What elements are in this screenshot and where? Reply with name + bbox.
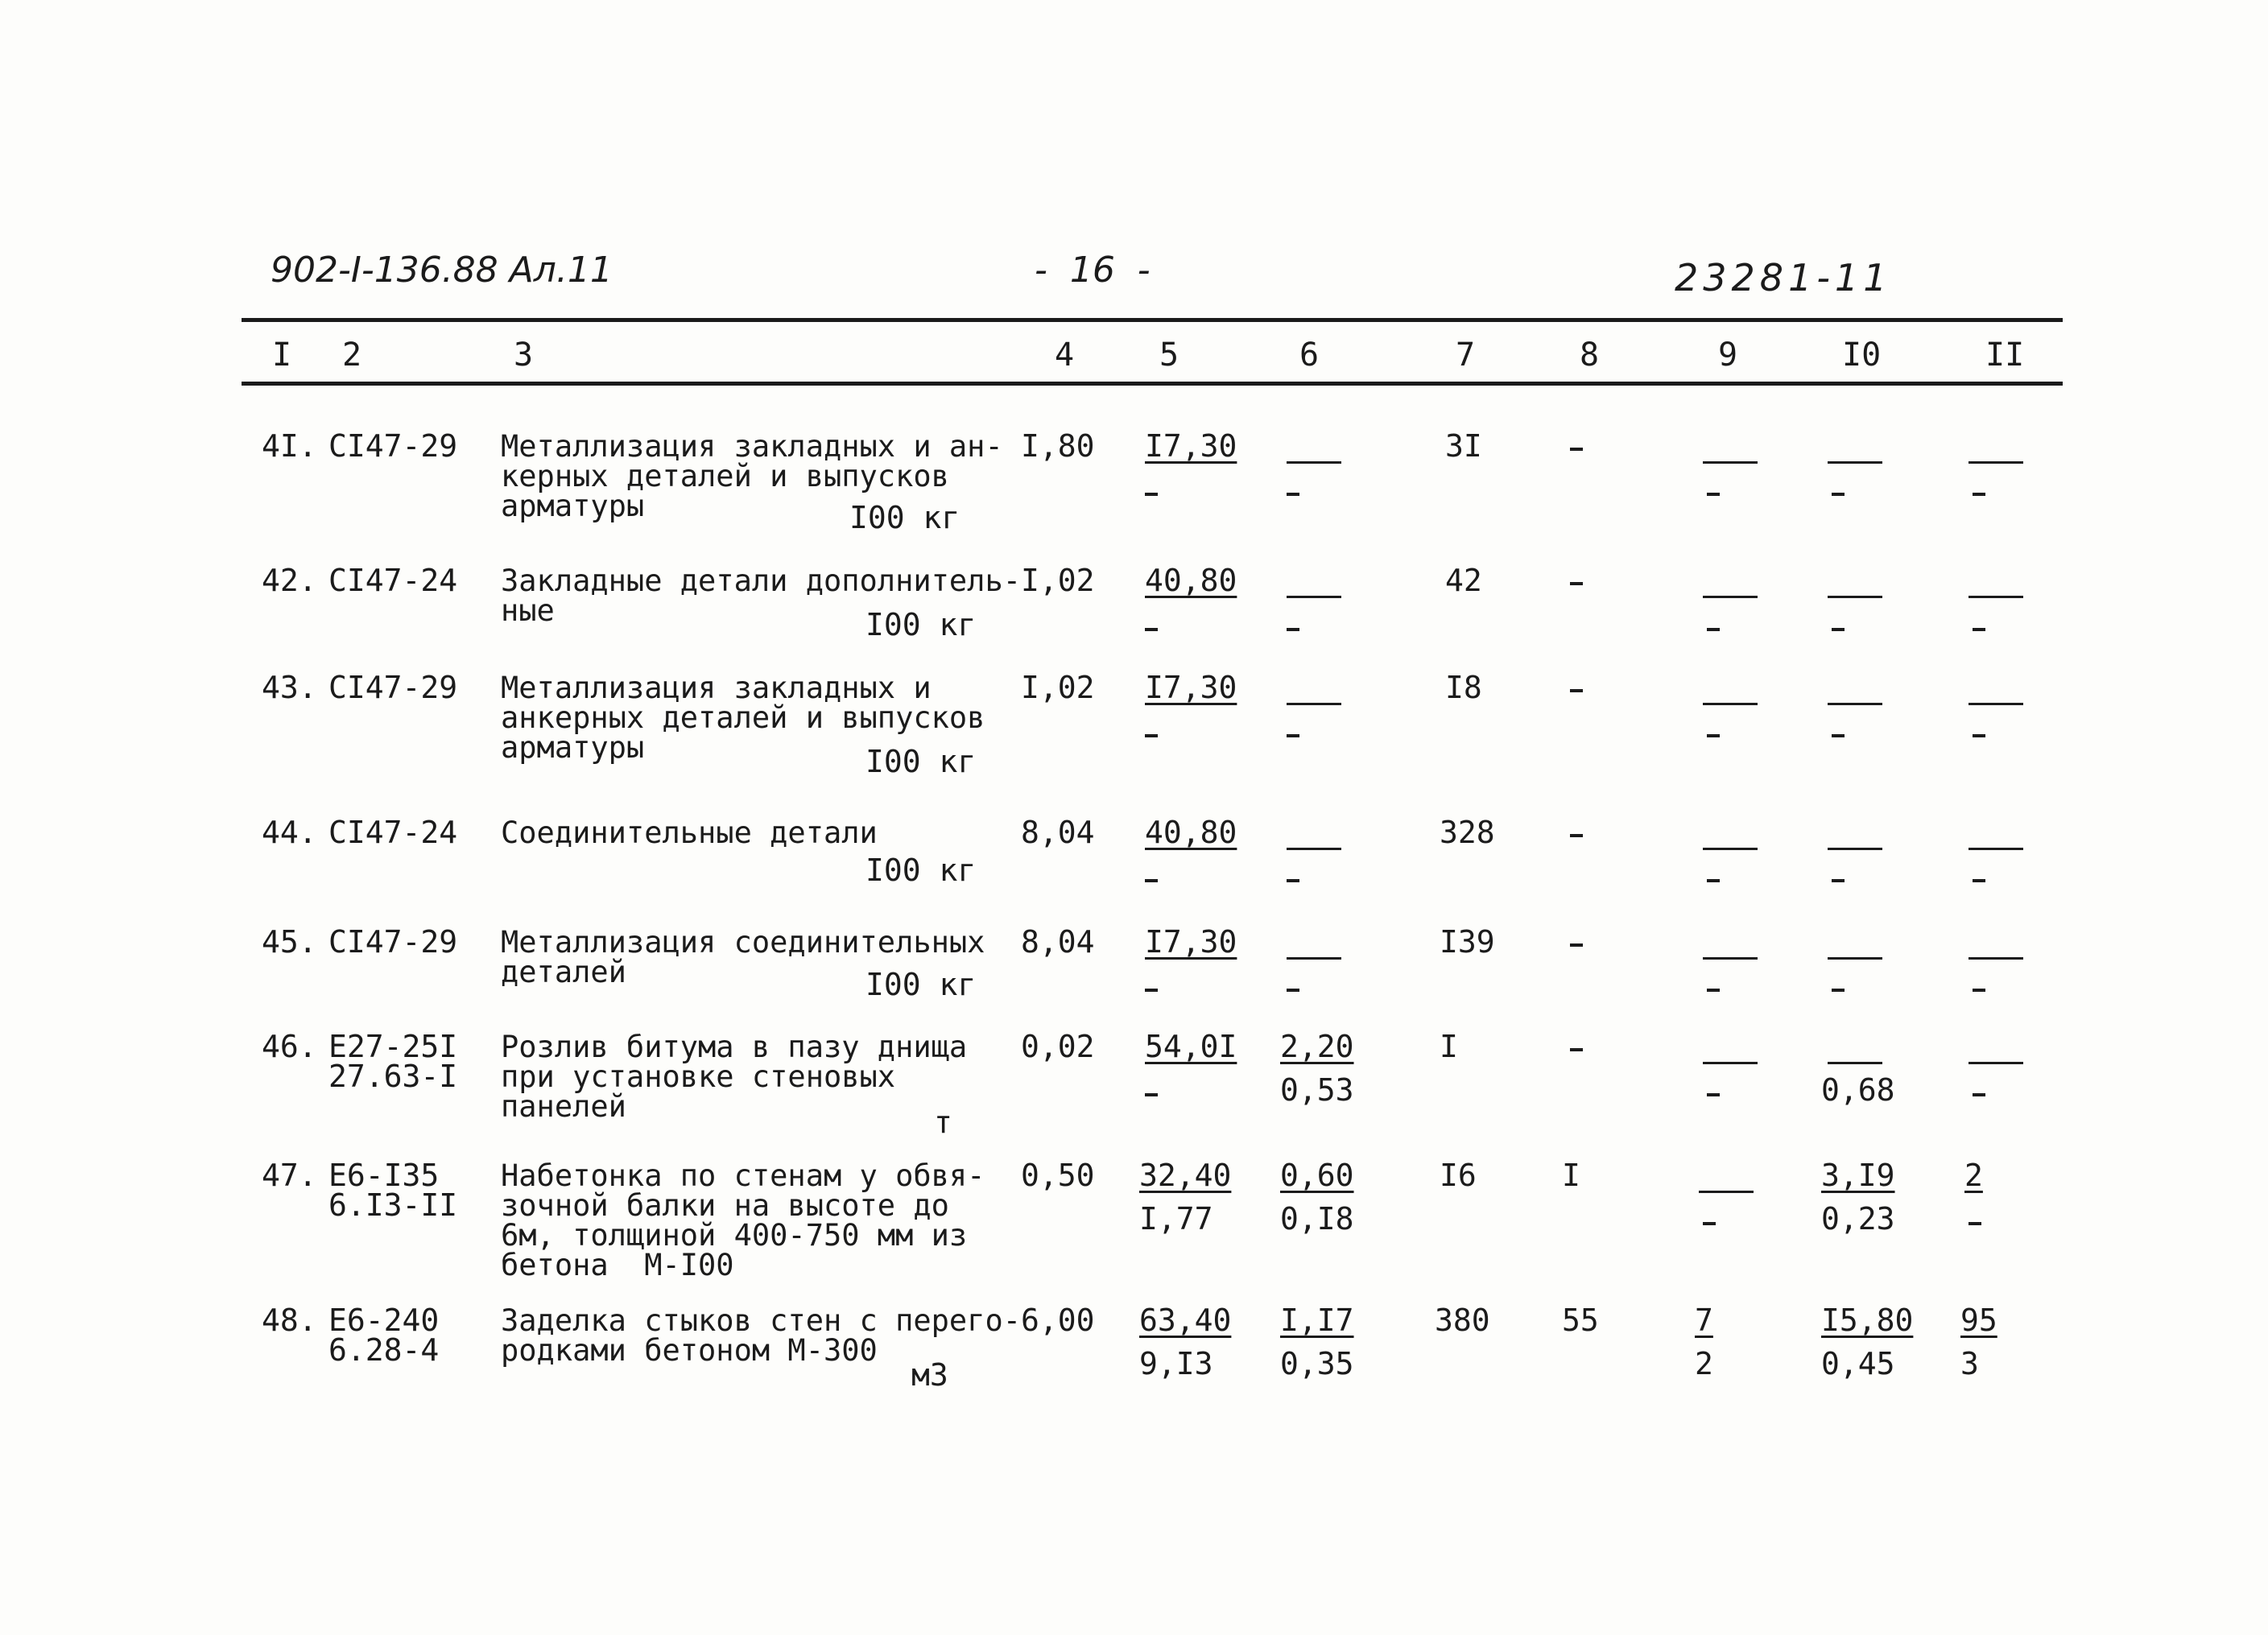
row-42-col11-dash (1973, 628, 1985, 631)
row-43-desc-line-1: Металлизация закладных и (501, 671, 932, 705)
row-44-col11-dash (1973, 879, 1985, 882)
row-48-code: E6-240 (328, 1303, 440, 1338)
row-43-price-dash (1145, 734, 1158, 737)
row-44-col6-fraction (1287, 848, 1341, 850)
row-41-col9-dash (1707, 493, 1720, 496)
row-42-unit: I00 кг (865, 607, 977, 642)
row-47-col9-dash (1703, 1222, 1716, 1225)
row-46-col7: I (1440, 1029, 1458, 1064)
row-44-col11-fraction (1968, 848, 2023, 850)
row-47-price-total: 32,40 (1139, 1158, 1232, 1193)
row-43-col9-fraction (1703, 703, 1758, 705)
row-48-quantity: 6,00 (1021, 1303, 1095, 1338)
row-41-number: 4I. (262, 428, 317, 464)
row-41-desc-line-2: керных деталей и выпусков (501, 459, 949, 493)
page-number: - 16 - (1035, 250, 1151, 291)
row-48-col8: 55 (1562, 1303, 1599, 1338)
row-48-col9-bottom: 2 (1695, 1346, 1713, 1381)
row-41-col7: 3I (1445, 428, 1482, 464)
row-43-price-total: I7,30 (1145, 670, 1237, 705)
row-48-col10-top: I5,80 (1821, 1303, 1914, 1338)
row-44-col8-dash (1570, 834, 1583, 837)
row-44-col7: 328 (1440, 815, 1495, 850)
row-41-col6-dash (1287, 493, 1299, 496)
row-48-col6-top: I,I7 (1280, 1303, 1354, 1338)
row-47-price-wages: I,77 (1139, 1201, 1213, 1237)
row-41-col11-dash (1973, 493, 1985, 496)
row-41-col9-fraction (1703, 461, 1758, 464)
row-47-desc-line-3: 6м, толщиной 400-750 мм из (501, 1218, 968, 1253)
row-41-col6-fraction (1287, 461, 1341, 464)
row-45-col11-fraction (1968, 957, 2023, 960)
column-header-9: 9 (1718, 336, 1738, 374)
row-42-col8-dash (1570, 582, 1583, 585)
row-46-number: 46. (262, 1029, 317, 1064)
row-46-col11-dash (1973, 1093, 1985, 1096)
row-41-col10-dash (1832, 493, 1845, 496)
row-45-col8-dash (1570, 943, 1583, 947)
row-41-col8-dash (1570, 448, 1583, 451)
column-header-8: 8 (1580, 336, 1600, 374)
row-48-col10-bottom: 0,45 (1821, 1346, 1895, 1381)
table-header-rule (242, 382, 2063, 386)
row-41-col11-fraction (1968, 461, 2023, 464)
row-46-price-dash (1145, 1093, 1158, 1096)
column-header-3: 3 (514, 336, 534, 374)
row-45-col6-fraction (1287, 957, 1341, 960)
row-45-price-dash (1145, 989, 1158, 992)
column-header-1: I (272, 336, 292, 374)
row-43-col8-dash (1570, 689, 1583, 692)
row-42-col11-fraction (1968, 596, 2023, 598)
row-47-col6-bottom: 0,I8 (1280, 1201, 1354, 1237)
row-45-price-total: I7,30 (1145, 924, 1237, 960)
row-41-price-dash (1145, 493, 1158, 496)
column-header-2: 2 (342, 336, 362, 374)
row-48-number: 48. (262, 1303, 317, 1338)
row-46-price-total: 54,0I (1145, 1029, 1237, 1064)
column-header-7: 7 (1456, 336, 1476, 374)
row-43-code: CI47-29 (328, 670, 458, 705)
row-45-col9-fraction (1703, 957, 1758, 960)
row-41-desc-line-1: Металлизация закладных и ан- (501, 429, 1003, 464)
row-42-col7: 42 (1445, 563, 1482, 598)
row-42-col9-dash (1707, 628, 1720, 631)
row-46-col10-bottom: 0,68 (1821, 1072, 1895, 1108)
row-47-quantity: 0,50 (1021, 1158, 1095, 1193)
row-44-code: CI47-24 (328, 815, 458, 850)
row-41-price-total: I7,30 (1145, 428, 1237, 464)
row-43-col11-dash (1973, 734, 1985, 737)
row-41-quantity: I,80 (1021, 428, 1095, 464)
table-top-rule (242, 318, 2063, 322)
row-43-col11-fraction (1968, 703, 2023, 705)
row-45-number: 45. (262, 924, 317, 960)
column-header-6: 6 (1299, 336, 1320, 374)
row-42-col6-dash (1287, 628, 1299, 631)
row-47-desc-line-1: Набетонка по стенам у обвя- (501, 1158, 985, 1193)
row-45-col10-fraction (1828, 957, 1882, 960)
row-41-desc-line-3: арматуры (501, 489, 645, 523)
row-48-col7: 380 (1435, 1303, 1490, 1338)
row-47-col10-bottom: 0,23 (1821, 1201, 1895, 1237)
row-48-price-total: 63,40 (1139, 1303, 1232, 1338)
row-43-col9-dash (1707, 734, 1720, 737)
column-header-11: II (1985, 336, 2025, 374)
row-46-col8-dash (1570, 1048, 1583, 1051)
row-42-quantity: I,02 (1021, 563, 1095, 598)
row-48-code-secondary: 6.28-4 (328, 1332, 440, 1368)
row-47-desc-line-2: зочной балки на высоте до (501, 1188, 949, 1223)
row-42-desc-line-1: Закладные детали дополнитель- (501, 564, 1022, 598)
row-42-col10-fraction (1828, 596, 1882, 598)
row-47-code-secondary: 6.I3-II (328, 1187, 458, 1223)
row-45-col6-dash (1287, 989, 1299, 992)
row-44-col10-fraction (1828, 848, 1882, 850)
column-header-5: 5 (1159, 336, 1179, 374)
row-42-number: 42. (262, 563, 317, 598)
row-47-code: E6-I35 (328, 1158, 440, 1193)
row-43-col6-dash (1287, 734, 1299, 737)
row-45-quantity: 8,04 (1021, 924, 1095, 960)
row-44-desc-line-1: Соединительные детали (501, 815, 878, 850)
row-46-unit: т (934, 1104, 952, 1140)
row-47-number: 47. (262, 1158, 317, 1193)
row-42-price-dash (1145, 628, 1158, 631)
row-47-col6-top: 0,60 (1280, 1158, 1354, 1193)
row-41-col10-fraction (1828, 461, 1882, 464)
row-44-col10-dash (1832, 879, 1845, 882)
row-47-col7: I6 (1440, 1158, 1477, 1193)
row-47-col8: I (1562, 1158, 1580, 1193)
row-44-col9-fraction (1703, 848, 1758, 850)
row-41-code: CI47-29 (328, 428, 458, 464)
row-46-col11-fraction (1968, 1062, 2023, 1064)
row-45-code: CI47-29 (328, 924, 458, 960)
row-42-desc-line-2: ные (501, 593, 555, 628)
row-42-col6-fraction (1287, 596, 1341, 598)
row-44-unit: I00 кг (865, 853, 977, 888)
row-43-number: 43. (262, 670, 317, 705)
row-46-desc-line-1: Розлив битума в пазу днища (501, 1030, 968, 1064)
column-header-4: 4 (1055, 336, 1075, 374)
row-45-col11-dash (1973, 989, 1985, 992)
row-46-quantity: 0,02 (1021, 1029, 1095, 1064)
column-header-10: I0 (1842, 336, 1882, 374)
row-44-quantity: 8,04 (1021, 815, 1095, 850)
row-46-col10-fraction (1828, 1062, 1882, 1064)
row-48-col9-top: 7 (1695, 1303, 1713, 1338)
row-45-col10-dash (1832, 989, 1845, 992)
row-48-col11-top: 95 (1960, 1303, 1997, 1338)
row-45-unit: I00 кг (865, 967, 977, 1002)
row-48-col6-bottom: 0,35 (1280, 1346, 1354, 1381)
document-code: 902-I-136.88 Ал.11 (271, 250, 613, 291)
row-47-col10-top: 3,I9 (1821, 1158, 1895, 1193)
row-46-col9-dash (1707, 1093, 1720, 1096)
row-47-desc-line-4: бетона М-I00 (501, 1248, 734, 1282)
row-44-price-dash (1145, 879, 1158, 882)
row-46-desc-line-3: панелей (501, 1089, 626, 1124)
row-42-col9-fraction (1703, 596, 1758, 598)
row-44-col6-dash (1287, 879, 1299, 882)
row-47-col11-top: 2 (1964, 1158, 1983, 1193)
row-47-col9-fraction (1699, 1191, 1754, 1193)
row-48-desc-line-2: родками бетоном М-300 (501, 1333, 878, 1368)
row-43-col10-dash (1832, 734, 1845, 737)
row-43-col6-fraction (1287, 703, 1341, 705)
row-46-col9-fraction (1703, 1062, 1758, 1064)
row-44-number: 44. (262, 815, 317, 850)
row-43-quantity: I,02 (1021, 670, 1095, 705)
row-43-col7: I8 (1445, 670, 1482, 705)
row-42-price-total: 40,80 (1145, 563, 1237, 598)
row-41-unit: I00 кг (849, 500, 960, 535)
row-46-code-secondary: 27.63-I (328, 1059, 458, 1094)
row-46-col6-bottom: 0,53 (1280, 1072, 1354, 1108)
row-47-col11-dash (1968, 1222, 1981, 1225)
row-45-desc-line-1: Металлизация соединительных (501, 925, 985, 960)
row-42-col10-dash (1832, 628, 1845, 631)
row-43-unit: I00 кг (865, 744, 977, 779)
row-45-col9-dash (1707, 989, 1720, 992)
row-45-col7: I39 (1440, 924, 1495, 960)
row-43-desc-line-2: анкерных деталей и выпусков (501, 700, 985, 735)
row-48-col11-bottom: 3 (1960, 1346, 1979, 1381)
row-48-price-wages: 9,I3 (1139, 1346, 1213, 1381)
reference-number: 23281-11 (1675, 256, 1892, 299)
row-43-desc-line-3: арматуры (501, 730, 645, 765)
row-48-desc-line-1: Заделка стыков стен с перего- (501, 1303, 1022, 1338)
row-42-code: CI47-24 (328, 563, 458, 598)
row-45-desc-line-2: деталей (501, 955, 626, 989)
row-46-code: E27-25I (328, 1029, 458, 1064)
row-44-col9-dash (1707, 879, 1720, 882)
row-44-price-total: 40,80 (1145, 815, 1237, 850)
row-43-col10-fraction (1828, 703, 1882, 705)
row-46-col6-top: 2,20 (1280, 1029, 1354, 1064)
row-48-unit: м3 (911, 1357, 948, 1393)
row-46-desc-line-2: при установке стеновых (501, 1059, 896, 1094)
